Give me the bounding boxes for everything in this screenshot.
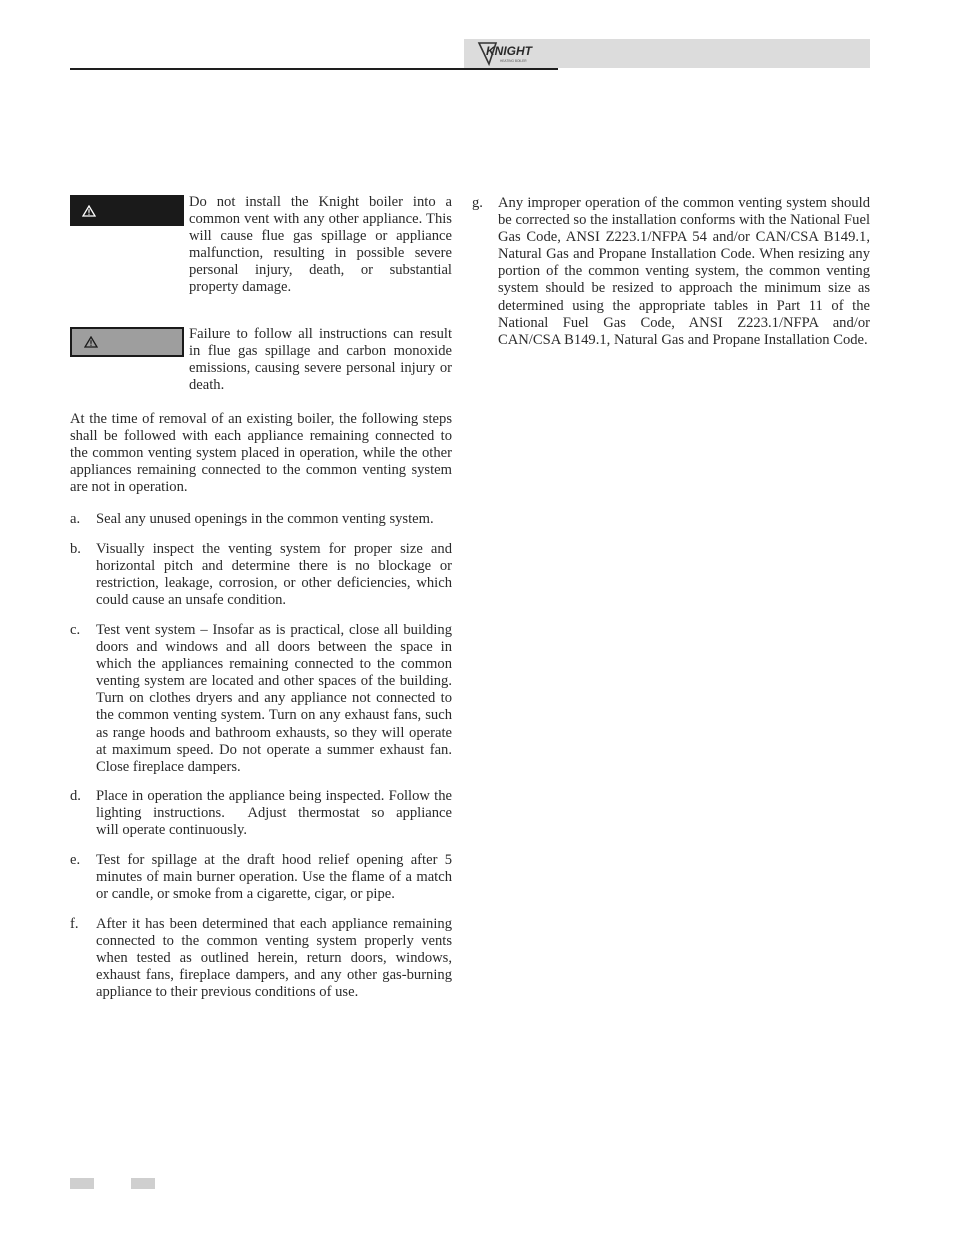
step-label: c. — [70, 622, 81, 638]
intro-paragraph: At the time of removal of an existing boiler, the following steps shall be followed with each appliance remaining connected to the common venting system placed in operation, while the other appliances remaining connected to the common venting system are not in operation. — [70, 411, 452, 496]
danger-label — [70, 195, 184, 226]
knight-logo — [476, 40, 550, 66]
footer-tab — [131, 1178, 155, 1189]
warning-triangle-icon — [84, 336, 98, 348]
step-text: After it has been determined that each appliance remaining connected to the common venting system properly vents when tested as outlined herein, return doors, windows, exhaust fans, fireplace dampers, and any other gas-burning appliance to their previous conditions of use. — [96, 916, 452, 1001]
step-text: Test vent system – Insofar as is practical, close all building doors and windows and all doors between the space in which the appliances remaining connected to the common venting system are located and other spaces of the building. Turn on clothes dryers and any appliance not connected to the common venting system. Turn on any exhaust fans, such as range hoods and bathroom exhausts, so they will operate at maximum speed. Do not operate a summer exhaust fan. Close fireplace dampers. — [96, 622, 452, 775]
danger-text: Do not install the Knight boiler into a common vent with any other appliance. This will cause flue gas spillage or appliance malfunction, resulting in possible severe personal injury, death, or substantial property damage. — [189, 194, 452, 296]
step-label: b. — [70, 541, 81, 557]
step-text: Test for spillage at the draft hood relief opening after 5 minutes of main burner operation. Use the flame of a match or candle, or smoke from a cigarette, cigar, or pipe. — [96, 852, 452, 903]
step-label: g. — [472, 195, 483, 211]
step-text: Seal any unused openings in the common venting system. — [96, 511, 434, 527]
logo-wordmark: KNIGHT — [486, 44, 532, 58]
step-label: a. — [70, 511, 81, 527]
step-label: d. — [70, 788, 81, 804]
warning-text: Failure to follow all instructions can result in flue gas spillage and carbon monoxide emissions, causing severe personal injury or death. — [189, 326, 452, 394]
step-label: e. — [70, 852, 81, 868]
step-text: Visually inspect the venting system for proper size and horizontal pitch and determine there is no blockage or restriction, leakage, corrosion, or other deficiencies, which could cause an unsafe condition. — [96, 541, 452, 609]
header-rule — [70, 68, 558, 70]
logo-subtext: HEATING BOILER — [500, 59, 527, 63]
step-text: Any improper operation of the common venting system should be corrected so the installation conforms with the National Fuel Gas Code, ANSI Z223.1/NFPA 54 and/or CAN/CSA B149.1, Natural Gas and Propane Installation Code. When resizing any portion of the common venting system, the common venting system should be resized to approach the minimum size as determined using the appropriate tables in Part 11 of the National Fuel Gas Code, ANSI Z223.1/NFPA and/or CAN/CSA B149.1, Natural Gas and Propane Installation Code. — [498, 195, 870, 348]
warning-label — [70, 327, 184, 357]
step-label: f. — [70, 916, 79, 932]
step-text: Place in operation the appliance being inspected. Follow the lighting instructions. Adjust thermostat so appliance will operate continuously. — [96, 788, 482, 839]
warning-triangle-icon — [82, 205, 96, 217]
footer-tab — [70, 1178, 94, 1189]
